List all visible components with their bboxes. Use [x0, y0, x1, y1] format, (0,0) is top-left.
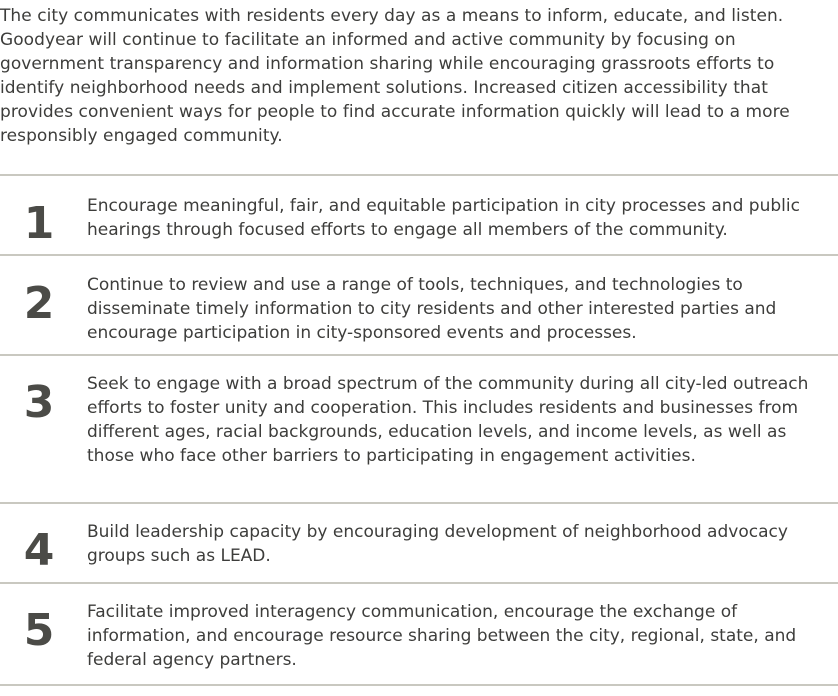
- goal-number: 1: [23, 198, 55, 249]
- goal-number: 4: [23, 525, 55, 576]
- intro-paragraph: The city communicates with residents every day as a means to inform, educate, and listen. Goodyear will continue to facilitate an informed and active community by focusing on government transparency and information sharing while encouraging grassroots efforts to identify neighborhood needs and implement solutions. Increased citizen accessibility that provides convenient ways for people to find accurate information quickly will lead to a more responsibly engaged community.: [0, 6, 790, 146]
- goal-item-4: [0, 502, 838, 582]
- goal-item-1: [0, 174, 838, 254]
- goal-number: 5: [23, 605, 55, 656]
- goal-text: Build leadership capacity by encouraging development of neighborhood advocacy groups such as LEAD.: [87, 522, 788, 566]
- goal-item-3: [0, 354, 838, 502]
- goal-number: 3: [23, 377, 55, 428]
- goal-item-5: [0, 582, 838, 686]
- goal-text: Continue to review and use a range of tools, techniques, and technologies to disseminate timely information to city residents and other interested parties and encourage participation in city-sponsored events and processes.: [87, 275, 777, 343]
- goal-number: 2: [23, 278, 55, 329]
- goal-item-2: [0, 254, 838, 354]
- goals-list: [0, 174, 838, 686]
- goal-text: Facilitate improved interagency communication, encourage the exchange of information, and encourage resource sharing between the city, regional, state, and federal agency partners.: [87, 602, 797, 670]
- goal-text: Encourage meaningful, fair, and equitable participation in city processes and public hearings through focused efforts to engage all members of the community.: [87, 196, 800, 240]
- goal-text: Seek to engage with a broad spectrum of the community during all city-led outreach efforts to foster unity and cooperation. This includes residents and businesses from different ages, racial backgrounds, education levels, and income levels, as well as those who face other barriers to participating in engagement activities.: [87, 374, 809, 466]
